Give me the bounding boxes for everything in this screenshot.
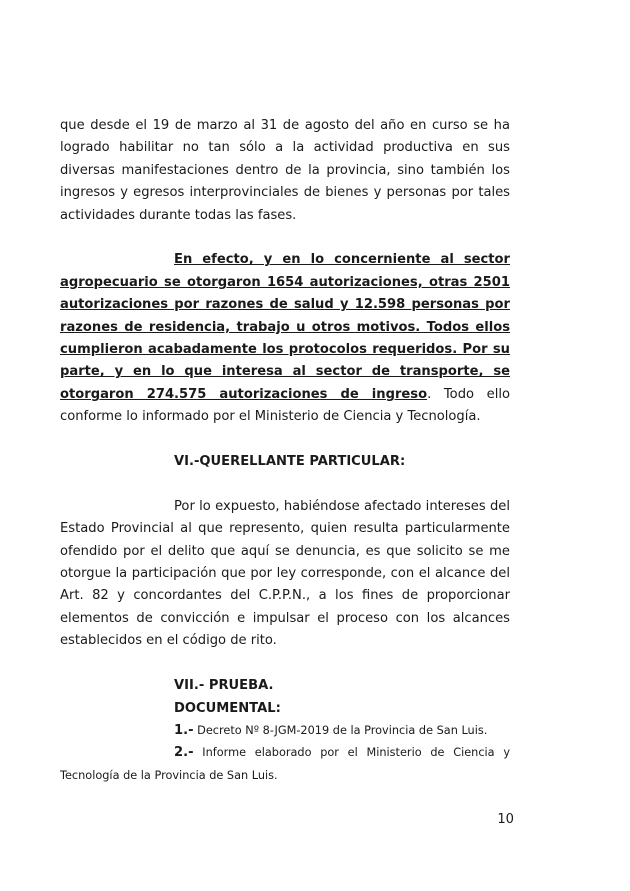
- evidence-item-2-number: 2.-: [174, 745, 194, 761]
- paragraph-2-emphasis: En efecto, y en lo concerniente al sector agropecuario se otorgaron 1654 autorizaciones, otras 2501 autorizaciones por razones de salud y 12.598 personas por razones de residencia, trabajo u otros motivos. Todos ellos cumplieron acabadamente los protocolos requeridos. Por su parte, y en lo que interesa al sector de transporte, se otorgaron 274.575 autorizaciones de ingreso: [60, 252, 510, 402]
- evidence-item-1-number: 1.-: [174, 722, 194, 738]
- section-vi-heading: VI.-QUERELLANTE PARTICULAR:: [174, 454, 406, 470]
- paragraph-2: [60, 249, 510, 428]
- evidence-item-2: [60, 742, 510, 787]
- evidence-item-1: [60, 720, 510, 742]
- evidence-item-1-text: Decreto Nº 8-JGM-2019 de la Provincia de San Luis.: [197, 723, 488, 737]
- section-vii-subheading: DOCUMENTAL:: [174, 700, 281, 716]
- paragraph-2-rest: . Todo ello conforme lo informado por el Ministerio de Ciencia y Tecnología.: [60, 386, 511, 425]
- paragraph-1: que desde el 19 de marzo al 31 de agosto del año en curso se ha logrado habilitar no tan sólo a la actividad productiva en sus diversas manifestaciones dentro de la provincia, sino también los ingresos y egresos interprovinciales de bienes y personas por tales actividades durante todas las fases.: [60, 118, 510, 223]
- page-number: 10: [497, 812, 514, 827]
- document-body: [60, 115, 510, 787]
- evidence-item-2-text: Informe elaborado por el Ministerio de Ciencia y Tecnología de la Provincia de San Luis.: [60, 746, 511, 782]
- section-vii-heading: VII.- PRUEBA.: [174, 678, 274, 694]
- section-vi-text: Por lo expuesto, habiéndose afectado intereses del Estado Provincial al que represento, quien resulta particularmente ofendido por el delito que aquí se denuncia, es que solicito se me otorgue la participación que por ley corresponde, con el alcance del Art. 82 y concordantes del C.P.P.N., a los fines de proporcionar elementos de convicción e impulsar el proceso con los alcances establecidos en el código de rito.: [60, 498, 510, 649]
